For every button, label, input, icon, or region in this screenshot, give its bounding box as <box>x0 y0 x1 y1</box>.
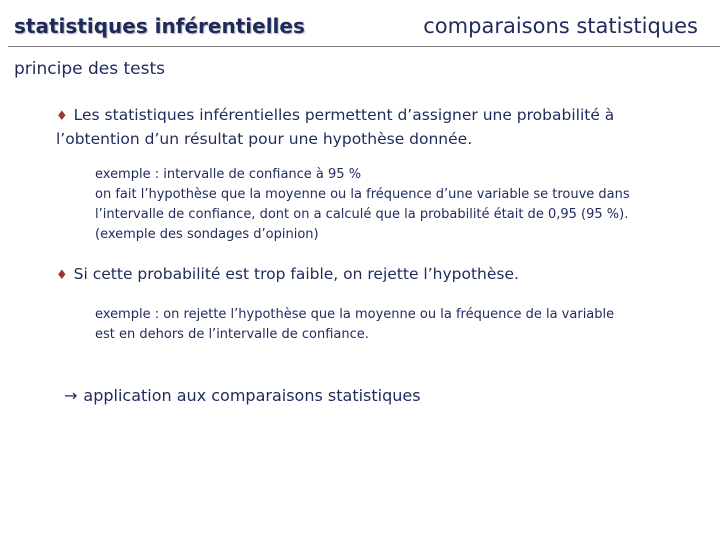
example-line: exemple : intervalle de confiance à 95 % <box>95 167 362 182</box>
bullet-point <box>56 263 696 287</box>
arrow-right-icon: → <box>64 386 78 405</box>
example-block <box>95 165 705 245</box>
diamond-icon: ♦ <box>56 109 68 124</box>
example-line: (exemple des sondages d’opinion) <box>95 227 319 242</box>
example-line: est en dehors de l’intervalle de confiance. <box>95 327 369 342</box>
example-line: on fait l’hypothèse que la moyenne ou la fréquence d’une variable se trouve dans <box>95 187 630 202</box>
bullet-text: Si cette probabilité est trop faible, on rejette l’hypothèse. <box>73 265 519 283</box>
slide-subtitle: principe des tests <box>14 59 166 79</box>
diamond-icon: ♦ <box>56 268 68 283</box>
conclusion-text: application aux comparaisons statistiques <box>83 386 421 405</box>
example-line: exemple : on rejette l’hypothèse que la moyenne ou la fréquence de la variable <box>95 307 615 322</box>
header-divider <box>8 46 720 47</box>
slide-topic-title: comparaisons statistiques <box>423 14 698 38</box>
example-block <box>95 305 695 345</box>
conclusion-line <box>64 386 421 405</box>
slide-section-title: statistiques inférentielles <box>14 14 305 38</box>
bullet-text: Les statistiques inférentielles permettent d’assigner une probabilité à l’obtention d’un résultat pour une hypothèse donnée. <box>56 106 615 148</box>
bullet-point <box>56 104 696 150</box>
example-line: l’intervalle de confiance, dont on a calculé que la probabilité était de 0,95 (95 %). <box>95 207 629 222</box>
